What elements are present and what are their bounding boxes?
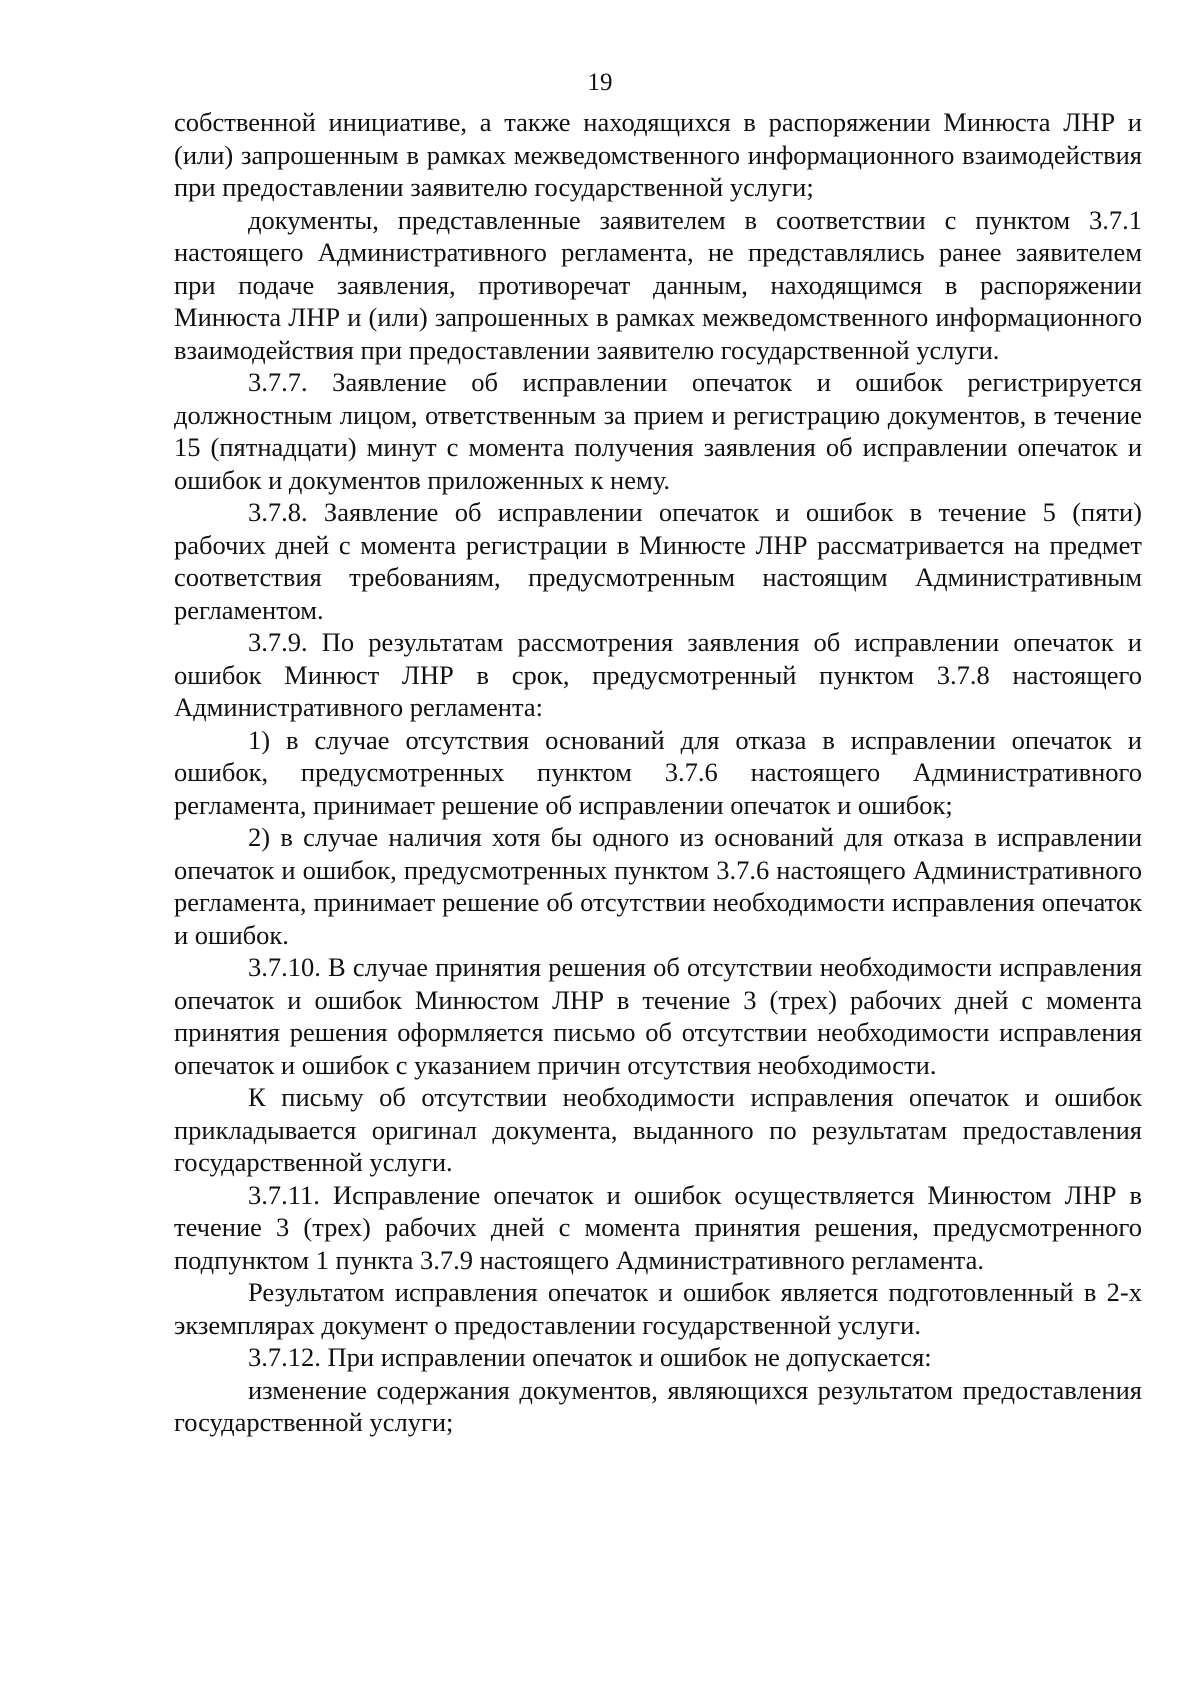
paragraph-3-7-7: 3.7.7. Заявление об исправлении опечаток и ошибок регистрируется должностным лицом, ответственным за прием и регистрацию документов, в течение 15 (пятнадцати) минут с момента получения заявления об исправлении опечаток и ошибок и документов приложенных к нему.: [174, 367, 1142, 495]
page-number: 19: [587, 69, 613, 96]
paragraph-correction-result: Результатом исправления опечаток и ошибок является подготовленный в 2-х экземплярах документ о предоставлении государственной услуги.: [174, 1277, 1142, 1340]
paragraph-content-change: изменение содержания документов, являющихся результатом предоставления государственной услуги;: [174, 1374, 1142, 1437]
paragraph-3-7-9-item-1: 1) в случае отсутствия оснований для отказа в исправлении опечаток и ошибок, предусмотренных пунктом 3.7.6 настоящего Административного регламента, принимает решение об исправлении опечаток и ошибок;: [174, 724, 1142, 820]
paragraph-3-7-10: 3.7.10. В случае принятия решения об отсутствии необходимости исправления опечаток и ошибок Минюстом ЛНР в течение 3 (трех) рабочих дней с момента принятия решения оформляется письмо об отсутствии необходимости исправления опечаток и ошибок с указанием причин отсутствия необходимости.: [174, 952, 1142, 1080]
paragraph-3-7-9-item-2: 2) в случае наличия хотя бы одного из оснований для отказа в исправлении опечаток и ошибок, предусмотренных пунктом 3.7.6 настоящего Административного регламента, принимает решение об отсутствии необходимости исправления опечаток и ошибок.: [174, 822, 1142, 950]
paragraph-3-7-9: 3.7.9. По результатам рассмотрения заявления об исправлении опечаток и ошибок Минюст ЛНР в срок, предусмотренный пунктом 3.7.8 настоящего Административного регламента:: [174, 627, 1142, 722]
paragraph-3-7-8: 3.7.8. Заявление об исправлении опечаток и ошибок в течение 5 (пяти) рабочих дней с момента регистрации в Минюсте ЛНР рассматривается на предмет соответствия требованиям, предусмотренным настоящим Административным регламентом.: [174, 497, 1142, 625]
paragraph-letter-attachment: К письму об отсутствии необходимости исправления опечаток и ошибок прикладывается оригинал документа, выданного по результатам предоставления государственной услуги.: [174, 1082, 1142, 1177]
paragraph-continuation: собственной инициативе, а также находящихся в распоряжении Минюста ЛНР и (или) запрошенным в рамках межведомственного информационного взаимодействия при предоставлении заявителю государственной услуги;: [174, 107, 1142, 202]
paragraph-3-7-11: 3.7.11. Исправление опечаток и ошибок осуществляется Минюстом ЛНР в течение 3 (трех) рабочих дней с момента принятия решения, предусмотренного подпунктом 1 пункта 3.7.9 настоящего Административного регламента.: [174, 1179, 1142, 1275]
paragraph-3-7-12: 3.7.12. При исправлении опечаток и ошибок не допускается:: [248, 1342, 932, 1372]
document-body: [174, 106, 1142, 1439]
paragraph-documents-contradiction: документы, представленные заявителем в соответствии с пунктом 3.7.1 настоящего Административного регламента, не представлялись ранее заявителем при подаче заявления, противоречат данным, находящимся в распоряжении Минюста ЛНР и (или) запрошенных в рамках межведомственного информационного взаимодействия при предоставлении заявителю государственной услуги.: [174, 204, 1142, 365]
